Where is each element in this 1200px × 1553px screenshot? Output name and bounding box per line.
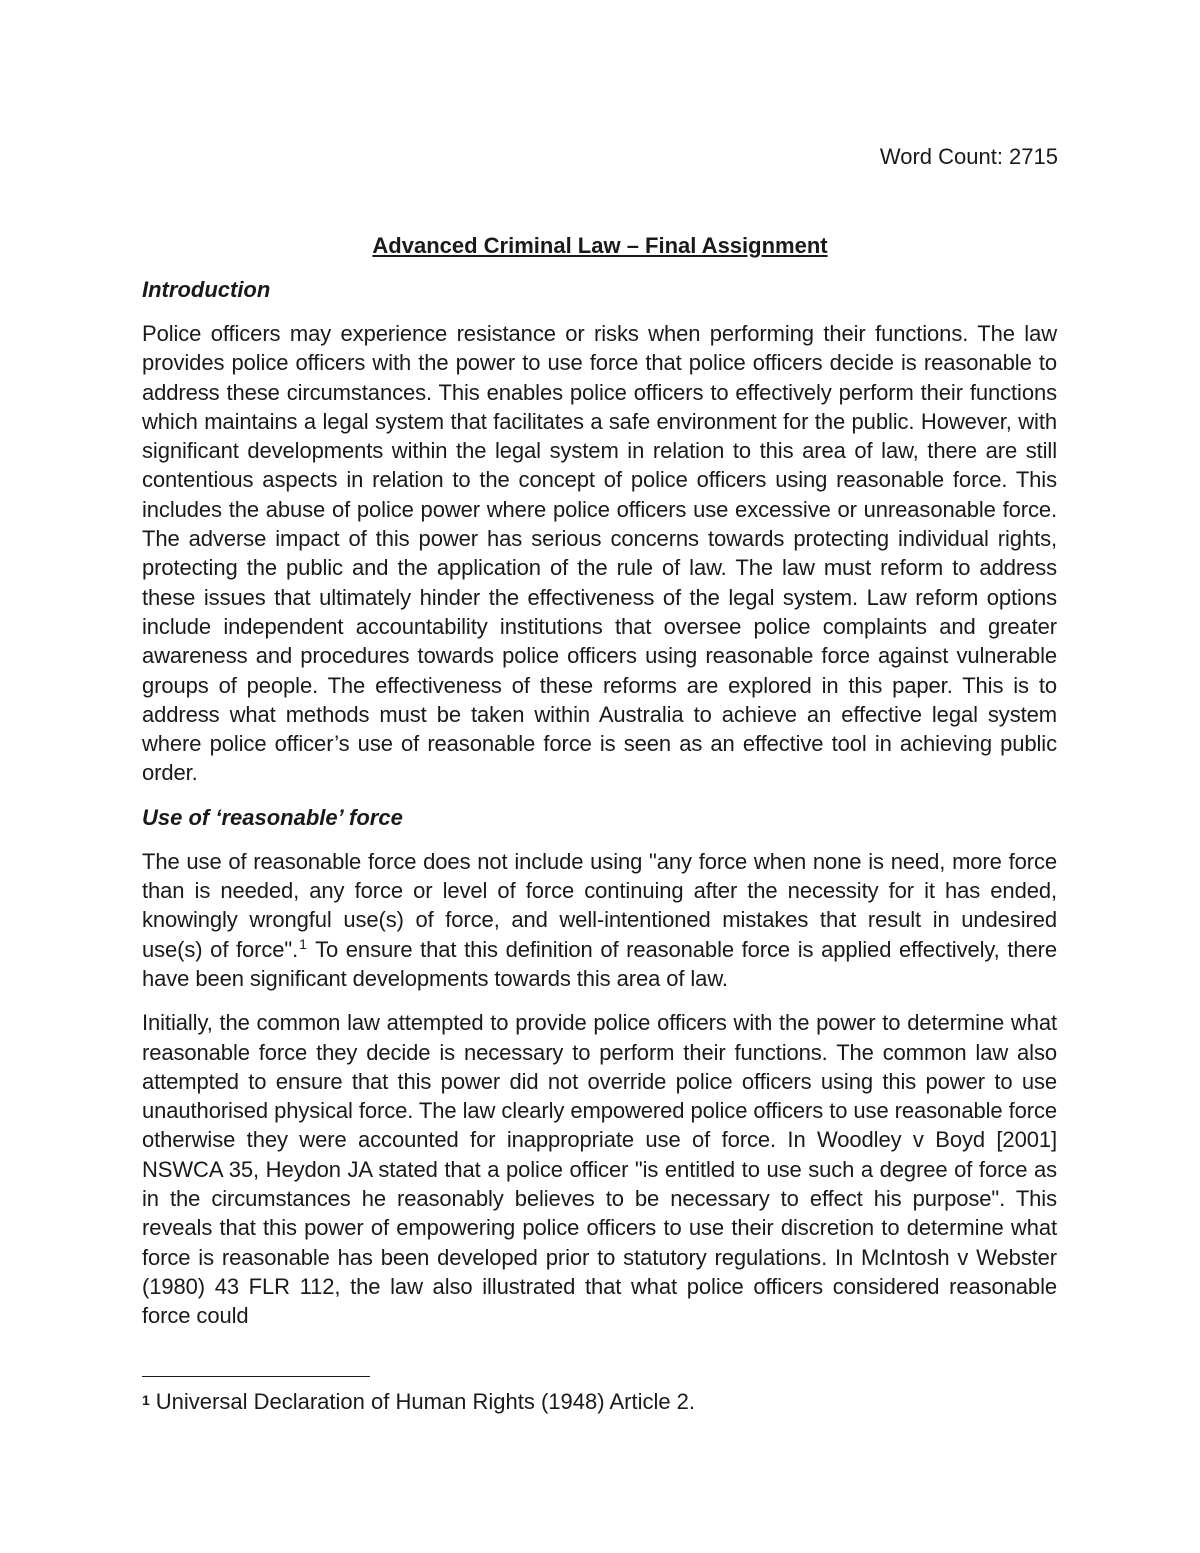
section-heading-reasonable-force: Use of ‘reasonable’ force bbox=[142, 804, 403, 830]
footnote-reference[interactable]: 1 bbox=[299, 935, 307, 952]
document-body bbox=[142, 275, 1057, 1331]
introduction-paragraph: Police officers may experience resistance or risks when performing their functions. The law provides police officers with the power to use force that police officers decide is reasonable to address these circumstances. This enables police officers to effectively perform their functions which maintains a legal system that facilitates a safe environment for the public. However, with significant developments within the legal system in relation to this area of law, there are still contentious aspects in relation to the concept of police officers using reasonable force. This includes the abuse of police power where police officers use excessive or unreasonable force. The adverse impact of this power has serious concerns towards protecting individual rights, protecting the public and the application of the rule of law. The law must reform to address these issues that ultimately hinder the effectiveness of the legal system. Law reform options include independent accountability institutions that oversee police complaints and greater awareness and procedures towards police officers using reasonable force against vulnerable groups of people. The effectiveness of these reforms are explored in this paper. This is to address what methods must be taken within Australia to achieve an effective legal system where police officer’s use of reasonable force is seen as an effective tool in achieving public order. bbox=[142, 321, 1057, 786]
paragraph-text: The use of reasonable force does not include using "any force when none is need, more force than is needed, any force or level of force continuing after the necessity for it has ended, knowingly wrongful use(s) of force, and well-intentioned mistakes that result in undesired use(s) of force". bbox=[142, 848, 1057, 962]
footnote-mark: 1 bbox=[142, 1392, 150, 1408]
reasonable-force-paragraph-2: Initially, the common law attempted to provide police officers with the power to determine what reasonable force they decide is necessary to perform their functions. The common law also attempted to ensure that this power did not override police officers using this power to use unauthorised physical force. The law clearly empowered police officers to use reasonable force otherwise they were accounted for inappropriate use of force. In Woodley v Boyd [2001] NSWCA 35, Heydon JA stated that a police officer "is entitled to use such a degree of force as in the circumstances he reasonably believes to be necessary to effect his purpose". This reveals that this power of empowering police officers to use their discretion to determine what force is reasonable has been developed prior to statutory regulations. In McIntosh v Webster (1980) 43 FLR 112, the law also illustrated that what police officers considered reasonable force could bbox=[142, 1010, 1057, 1329]
footnote-1 bbox=[142, 1386, 695, 1416]
word-count: Word Count: 2715 bbox=[879, 144, 1058, 169]
paragraph-text: To ensure that this definition of reasonable force is applied effectively, there have been significant developments towards this area of law. bbox=[142, 936, 1058, 991]
footnote-text: Universal Declaration of Human Rights (1948) Article 2. bbox=[155, 1389, 696, 1414]
section-heading-introduction: Introduction bbox=[142, 277, 271, 302]
document-title: Advanced Criminal Law – Final Assignment bbox=[372, 233, 828, 258]
footnote-separator bbox=[142, 1376, 370, 1377]
reasonable-force-paragraph-1 bbox=[142, 847, 1057, 993]
